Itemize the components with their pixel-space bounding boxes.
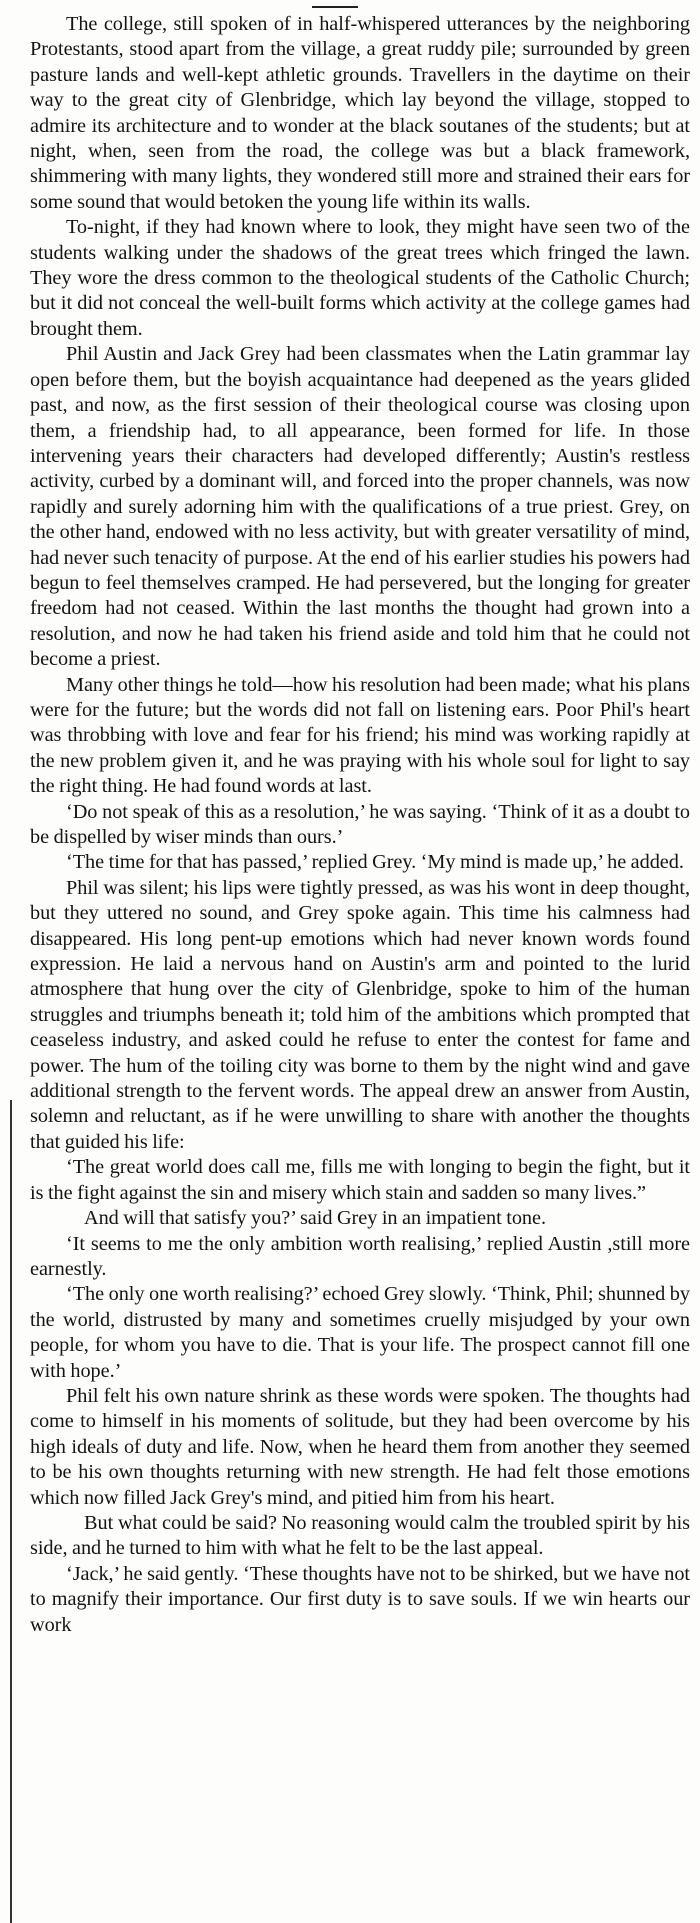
dialogue-grey-time-passed: ‘The time for that has passed,’ replied Grey. ‘My mind is made up,’ he added. xyxy=(66,851,684,874)
header-rule xyxy=(312,6,358,8)
dialogue-austin-great-world: ‘The great world does call me, fills me with longing to begin the fight, but it is the fight against the sin and misery which stain and sadden so many lives.” xyxy=(30,1156,690,1204)
paragraph-college-description: The college, still spoken of in half-whispered utterances by the neighboring Protestants, stood apart from the village, a great ruddy pile; surrounded by green pasture lands and well-kept athletic grounds. Travellers in the daytime on their way to the great city of Glenbridge, which lay beyond the village, stopped to admire its architecture and to wonder at the black soutanes of the students; but at night, when, seen from the road, the college was but a black framework, shimmering with many lights, they wondered still more and strained their ears for some sound that would betoken the young life within its walls. xyxy=(30,13,690,213)
dialogue-austin-ambition: ‘It seems to me the only ambition worth realising,’ replied Austin ,still more earnestly. xyxy=(30,1232,690,1280)
paragraph-phil-shrink: Phil felt his own nature shrink as these words were spoken. The thoughts had come to himself in his moments of solitude, but they had been overcome by his high ideals of duty and life. Now, when he heard them from another they seemed to be his own thoughts returning with new strength. He had felt those emotions which now filled Jack Grey's mind, and pitied him from his heart. xyxy=(30,1384,690,1509)
dialogue-grey-satisfy: And will that satisfy you?’ said Grey in an impatient tone. xyxy=(84,1207,546,1230)
dialogue-grey-only-one: ‘The only one worth realising?’ echoed Grey slowly. ‘Think, Phil; shunned by the world, distrusted by many and sometimes cruelly misjudged by your own people, for whom you have to die. That is your life. The prospect cannot fill one with hope.’ xyxy=(30,1283,690,1382)
dialogue-phil-resolution: ‘Do not speak of this as a resolution,’ he was saying. ‘Think of it as a doubt to be dispelled by wiser minds than ours.’ xyxy=(30,800,690,848)
paragraph-students-walking: To-night, if they had known where to look, they might have seen two of the students walking under the shadows of the great trees which fringed the lawn. They wore the dress common to the theological students of the Catholic Church; but it did not conceal the well-built forms which activity at the college games had brought them. xyxy=(30,216,690,340)
paragraph-grey-appeal: Phil was silent; his lips were tightly pressed, as was his wont in deep thought, but they uttered no sound, and Grey spoke again. This time his calmness had disappeared. His long pent-up emotions which had never known words found expression. He laid a nervous hand on Austin's arm and pointed to the lurid atmosphere that hung over the city of Glenbridge, spoke to him of the human struggles and triumphs beneath it; told him of the ambitions which prompted that ceaseless industry, and asked could he refuse to enter the contest for fame and power. The hum of the toiling city was borne to them by the night wind and gave additional strength to the fervent words. The appeal drew an answer from Austin, solemn and reluctant, as if he were unwilling to share with another the thoughts that guided his life: xyxy=(30,876,690,1153)
paragraph-phil-and-jack: Phil Austin and Jack Grey had been classmates when the Latin grammar lay open before them, but the boyish acquaintance had deepened as the years glided past, and now, as the first session of their theological course was closing upon them, a friendship had, to all appearance, been formed for life. In those intervening years their characters had developed differently; Austin's restless activity, curbed by a dominant will, and forced into the proper channels, was now rapidly and surely adorning him with the qualifications of a true priest. Grey, on the other hand, endowed with no less activity, but with greater versatility of mind, had never such tenacity of purpose. At the end of his earlier studies his powers had begun to feel themselves cramped. He had persevered, but the longing for greater freedom had not ceased. Within the last months the thought had grown into a resolution, and now he had taken his friend aside and told him that he could not become a priest. xyxy=(30,343,690,671)
article-column xyxy=(30,12,690,1638)
column-rule xyxy=(10,1100,12,1923)
paragraph-grey-resolution: Many other things he told—how his resolution had been made; what his plans were for the future; but the words did not fall on listening ears. Poor Phil's heart was throbbing with love and fear for his friend; his mind was working rapidly at the new problem given it, and he was praying with his whole soul for light to say the right thing. He had found words at last. xyxy=(30,673,690,798)
dialogue-phil-jack: ‘Jack,’ he said gently. ‘These thoughts have not to be shirked, but we have not to magnify their importance. Our first duty is to save souls. If we win hearts our work xyxy=(30,1562,690,1636)
paragraph-last-appeal: But what could be said? No reasoning would calm the troubled spirit by his side, and he turned to him with what he felt to be the last appeal. xyxy=(30,1511,690,1560)
